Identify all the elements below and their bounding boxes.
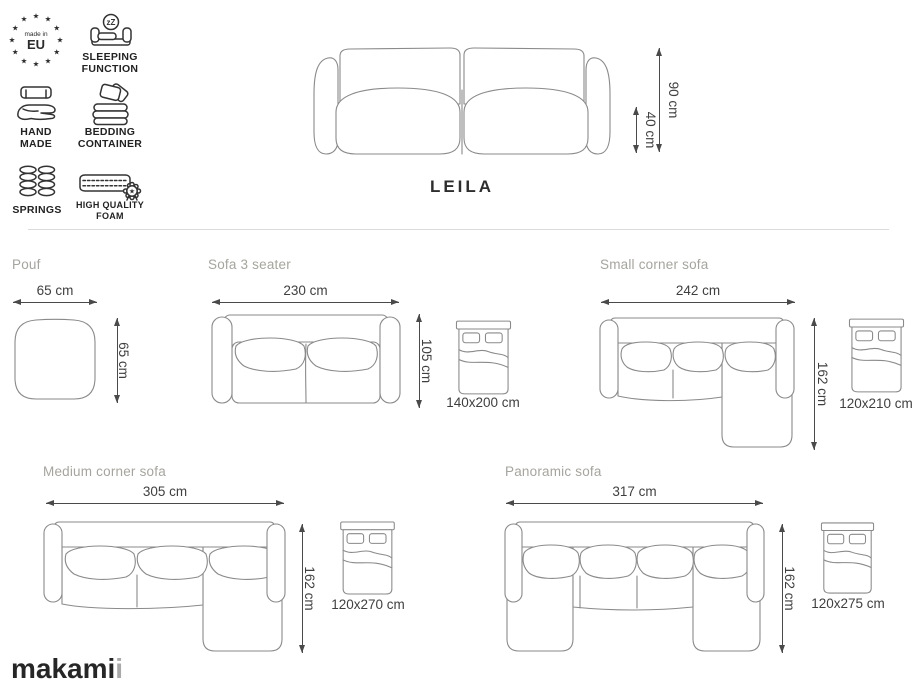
panoramic-sofa-top-view	[503, 519, 766, 655]
pouf-depth-dim-label: 65 cm	[116, 342, 131, 379]
variant-name-pouf: Pouf	[12, 257, 41, 272]
svg-text:★: ★	[44, 56, 52, 66]
pouf-top-view	[12, 317, 98, 403]
svg-text:★: ★	[128, 188, 136, 196]
medium-corner-depth-dim-label: 162 cm	[302, 566, 317, 611]
total-height-arrow	[659, 48, 660, 152]
springs-icon	[17, 165, 57, 198]
variant-name-medium-corner-sofa: Medium corner sofa	[43, 464, 166, 479]
feature-label-hand-made: HAND MADE	[19, 126, 53, 151]
svg-text:★: ★	[20, 56, 28, 66]
bed-size-icon	[848, 317, 905, 394]
sofa3-width-arrow	[212, 302, 399, 303]
sofa3-width-dim-label: 230 cm	[283, 283, 328, 298]
high-quality-foam-icon	[76, 172, 142, 200]
panoramic-width-arrow	[506, 503, 763, 504]
seat-height-arrow	[636, 107, 637, 153]
bed-size-label: 120x275 cm	[811, 596, 885, 611]
svg-text:★: ★	[53, 47, 61, 57]
eu-label: EU	[26, 37, 46, 52]
pouf-width-arrow	[13, 302, 97, 303]
feature-label-springs: SPRINGS	[12, 204, 62, 216]
feature-label-sleeping-function: SLEEPING FUNCTION	[81, 51, 139, 76]
panoramic-width-dim-label: 317 cm	[612, 484, 657, 499]
pouf-width-dim-label: 65 cm	[36, 283, 74, 298]
small-corner-width-dim-label: 242 cm	[675, 283, 721, 298]
bed-size-label: 120x210 cm	[839, 396, 913, 411]
svg-text:★: ★	[11, 23, 19, 33]
bed-size-icon	[455, 319, 512, 396]
bed-size-icon	[818, 522, 877, 594]
svg-text:★: ★	[32, 11, 40, 21]
seat-height-dim-label: 40 cm	[643, 111, 658, 149]
sofa-3-seater-top-view	[210, 312, 402, 409]
bed-size-label: 120x270 cm	[331, 597, 405, 612]
medium-corner-width-arrow	[46, 503, 284, 504]
sofa3-depth-dim-label: 105 cm	[419, 338, 434, 384]
brand-logo	[11, 653, 123, 685]
small-corner-sofa-top-view	[598, 315, 796, 452]
svg-text:★: ★	[32, 59, 40, 69]
svg-text:★: ★	[53, 23, 61, 33]
sleeping-function-icon	[86, 14, 136, 48]
medium-corner-width-dim-label: 305 cm	[142, 484, 188, 499]
svg-text:★: ★	[11, 47, 19, 57]
svg-text:★: ★	[56, 35, 64, 45]
small-corner-depth-dim-label: 162 cm	[815, 361, 830, 407]
brand-logo-main: makami	[11, 653, 116, 684]
svg-text:★: ★	[8, 35, 16, 45]
sofa-front-view	[310, 46, 614, 164]
small-corner-width-arrow	[601, 302, 795, 303]
total-height-dim-label: 90 cm	[666, 81, 681, 119]
svg-text:★: ★	[20, 14, 28, 24]
bedding-container-icon	[89, 84, 131, 128]
panoramic-depth-dim-label: 162 cm	[782, 566, 797, 611]
variant-name-sofa-3-seater: Sofa 3 seater	[208, 257, 291, 272]
medium-corner-sofa-top-view	[42, 519, 287, 655]
variant-name-panoramic-sofa: Panoramic sofa	[505, 464, 602, 479]
section-divider	[28, 229, 889, 230]
svg-text:★: ★	[44, 14, 52, 24]
brand-logo-accent: i	[115, 653, 124, 684]
bed-size-icon	[338, 521, 397, 595]
product-name: LEILA	[429, 177, 495, 196]
feature-label-high-quality-foam: HIGH QUALITY FOAM	[75, 200, 145, 221]
made-in-label: made in	[24, 31, 48, 38]
eu-stars-icon	[8, 12, 64, 68]
bed-size-label: 140x200 cm	[446, 395, 520, 410]
variant-name-small-corner-sofa: Small corner sofa	[600, 257, 709, 272]
hand-made-icon	[14, 85, 58, 125]
svg-text:zZ: zZ	[106, 18, 116, 27]
feature-label-bedding-container: BEDDING CONTAINER	[77, 126, 143, 151]
